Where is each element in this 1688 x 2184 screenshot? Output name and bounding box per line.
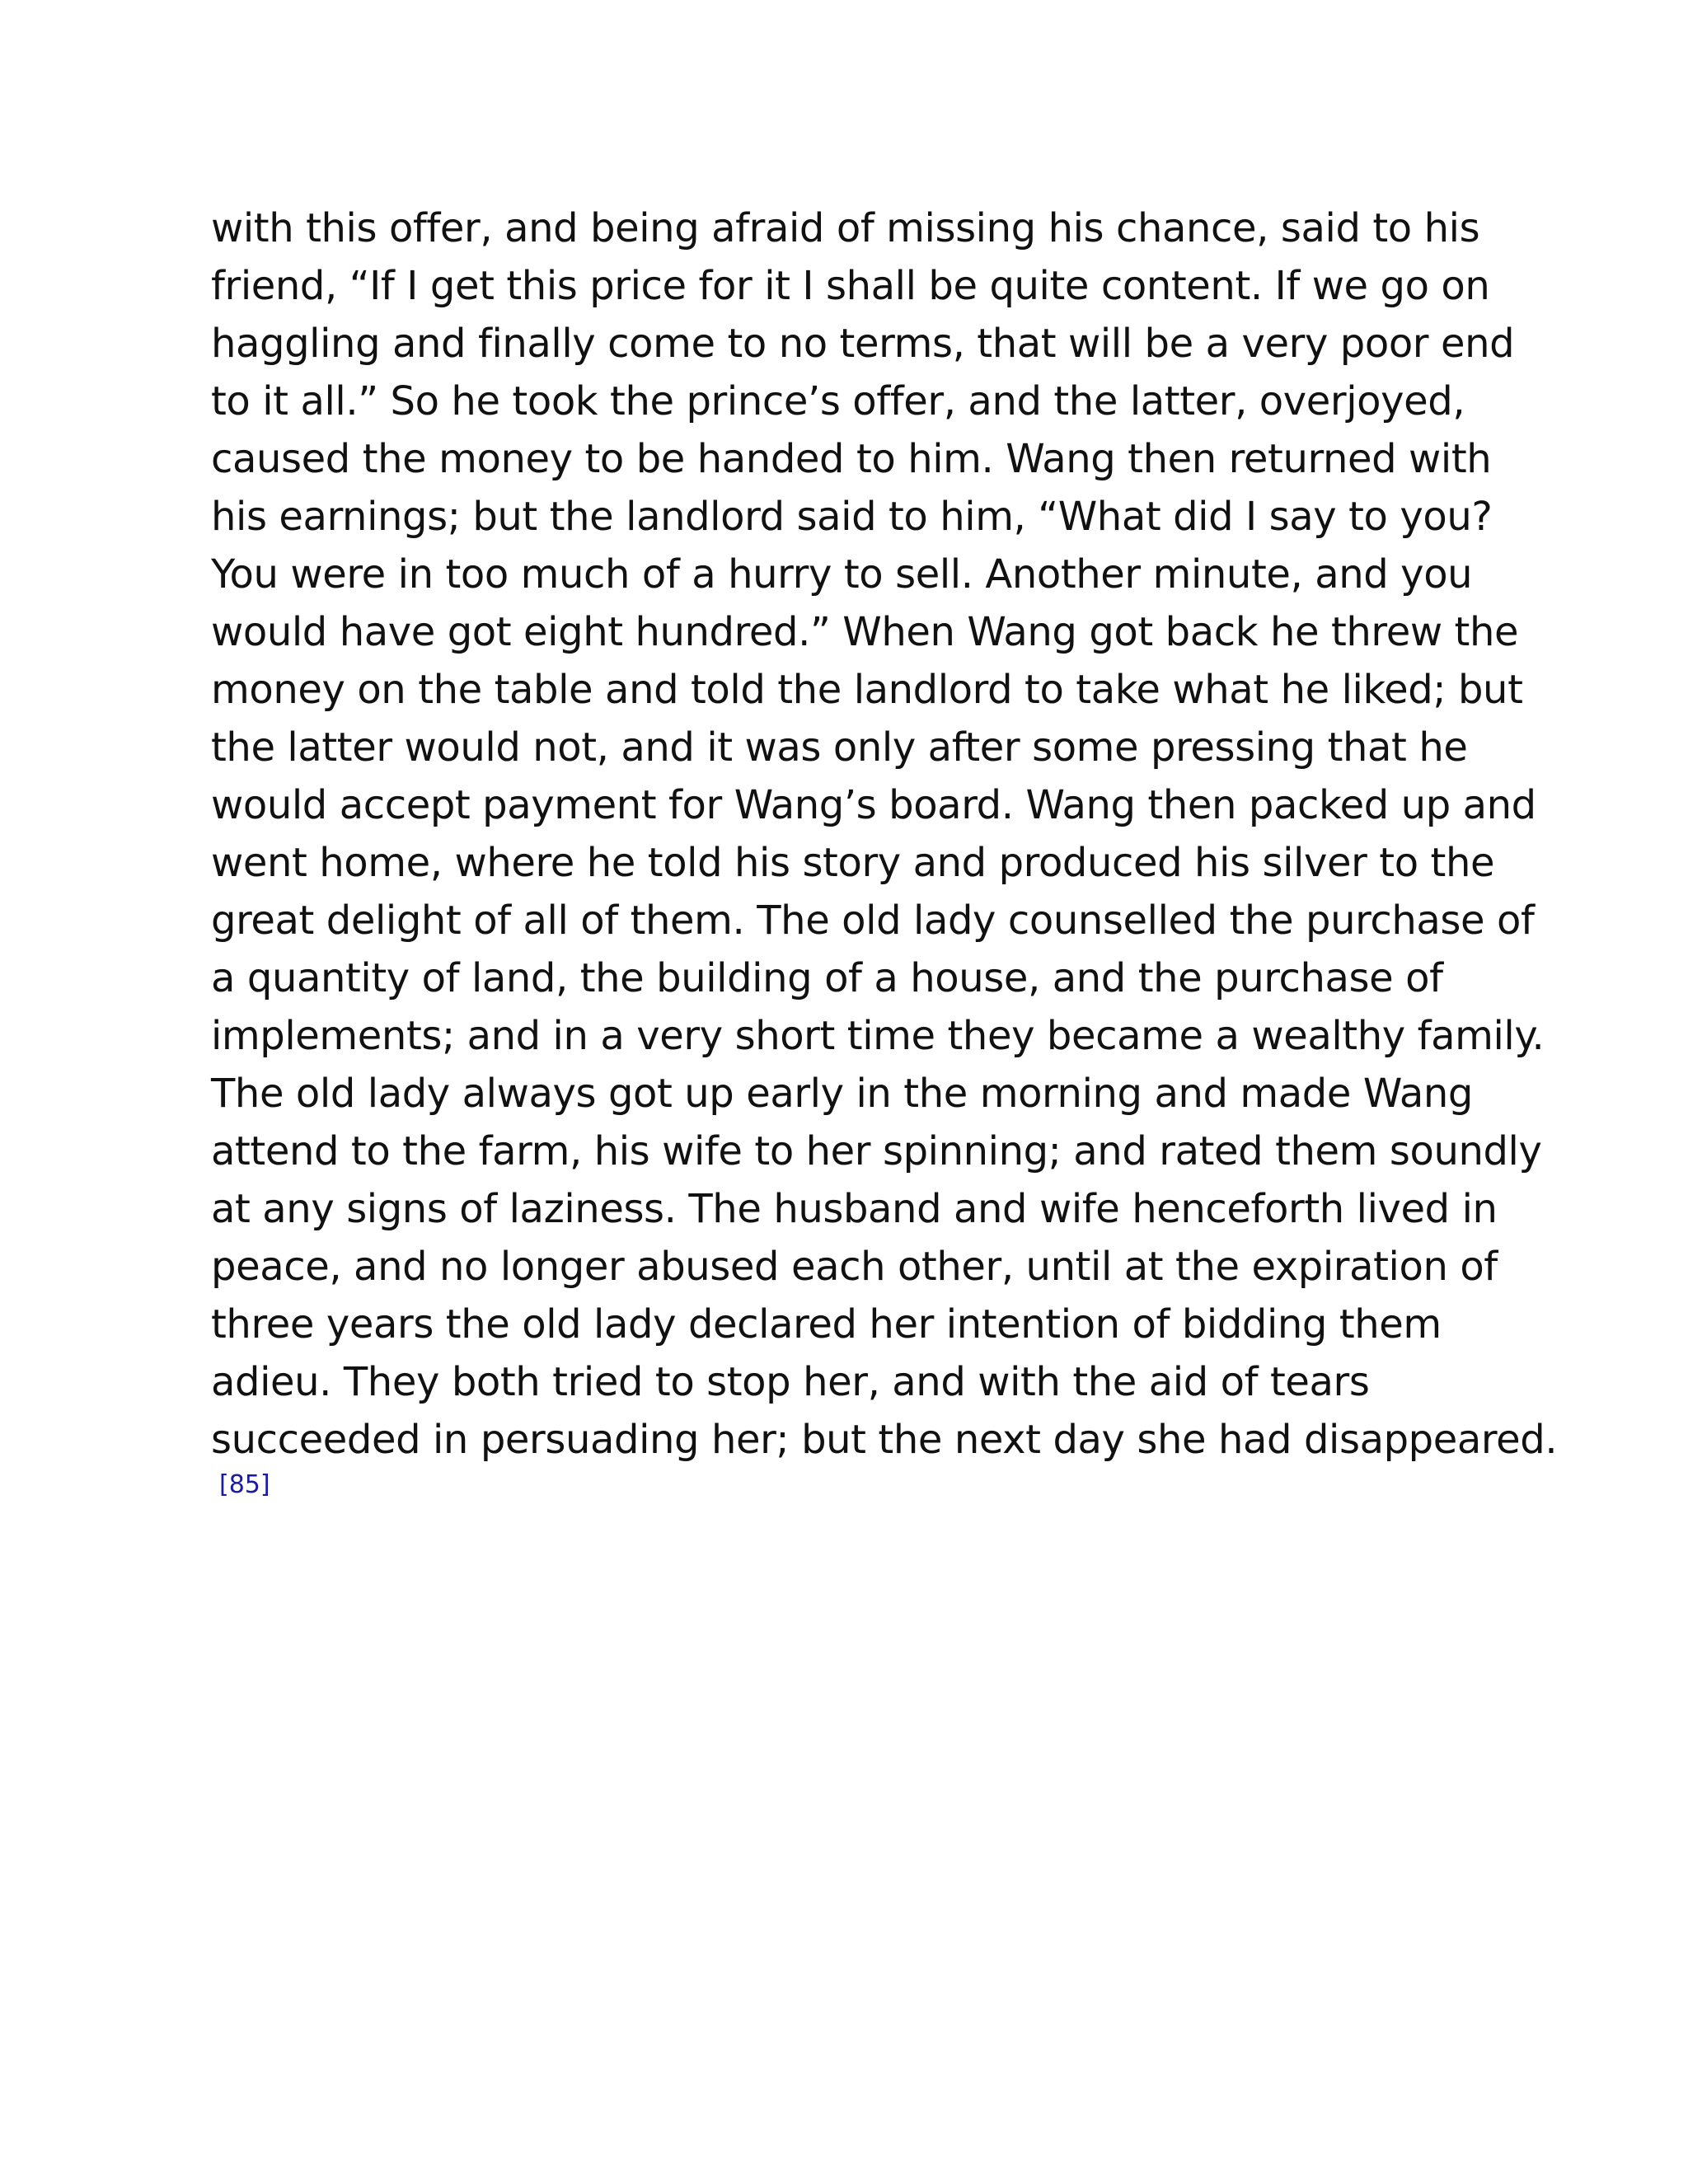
text-line: would accept payment for Wang’s board. Wang then packed up and	[211, 782, 1536, 828]
text-line: his earnings; but the landlord said to him, “What did I say to you?	[211, 494, 1493, 540]
text-line: The old lady always got up early in the morning and made Wang	[211, 1071, 1473, 1117]
text-line: great delight of all of them. The old lady counselled the purchase of	[211, 898, 1535, 944]
text-line: succeeded in persuading her; but the next day she had disappeared.	[211, 1417, 1558, 1463]
text-line: would have got eight hundred.” When Wang got back he threw the	[211, 609, 1519, 655]
text-line: caused the money to be handed to him. Wang then returned with	[211, 436, 1492, 482]
text-line: to it all.” So he took the prince’s offer, and the latter, overjoyed,	[211, 378, 1465, 424]
text-line: three years the old lady declared her intention of bidding them	[211, 1301, 1442, 1347]
page-number-link[interactable]: [85]	[219, 1470, 270, 1499]
text-line: adieu. They both tried to stop her, and with the aid of tears	[211, 1359, 1370, 1405]
text-line: peace, and no longer abused each other, until at the expiration of	[211, 1244, 1498, 1290]
text-line: money on the table and told the landlord to take what he liked; but	[211, 667, 1523, 713]
body-paragraph	[211, 199, 1558, 1469]
text-line: at any signs of laziness. The husband and wife henceforth lived in	[211, 1186, 1498, 1232]
text-line: with this offer, and being afraid of missing his chance, said to his	[211, 205, 1480, 251]
text-line: attend to the farm, his wife to her spinning; and rated them soundly	[211, 1128, 1542, 1174]
text-line: haggling and finally come to no terms, that will be a very poor end	[211, 321, 1515, 367]
text-line: a quantity of land, the building of a house, and the purchase of	[211, 955, 1443, 1001]
text-line: went home, where he told his story and produced his silver to the	[211, 840, 1495, 886]
text-line: implements; and in a very short time they became a wealthy family.	[211, 1013, 1545, 1059]
text-line: friend, “If I get this price for it I shall be quite content. If we go on	[211, 263, 1490, 309]
text-line: the latter would not, and it was only after some pressing that he	[211, 724, 1468, 771]
text-line: You were in too much of a hurry to sell. Another minute, and you	[211, 551, 1473, 598]
